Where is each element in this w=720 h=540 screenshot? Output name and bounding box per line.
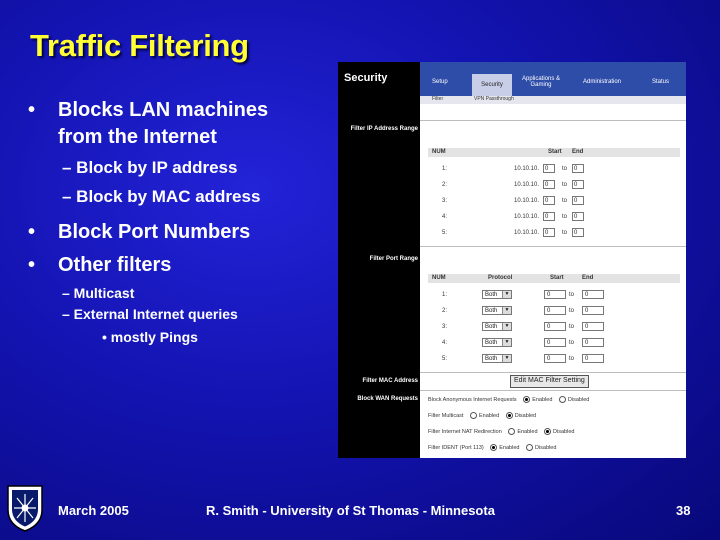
chevron-down-icon: ▼ xyxy=(502,355,511,362)
label-ip-range: Filter IP Address Range xyxy=(350,126,418,132)
chevron-down-icon: ▼ xyxy=(502,323,511,330)
ip-row-to: to xyxy=(562,198,568,204)
port-row-to: to xyxy=(569,340,575,346)
tab-security[interactable]: Security xyxy=(472,74,512,104)
protocol-select[interactable]: Both ▼ xyxy=(482,354,512,363)
port-header-start: Start xyxy=(550,275,564,281)
footer-author: R. Smith - University of St Thomas - Minnesota xyxy=(206,503,495,518)
protocol-select[interactable]: Both ▼ xyxy=(482,322,512,331)
slide: Traffic Filtering • Blocks LAN machines from the Internet – Block by IP address – Block by MAC address • Block Port Numbers • Other filters – Multicast – External Internet queries • mostly Pings Security Setup Security Applications & Gaming Administration Status Filter VPN Passthrough Filter IP Address Range Filter Port Range Filter MAC Address Block WAN Requests NUM Start End 1: 10.10.10. 0 to 0 2: 10.10.10. 0 to 0 3: 10.10.10. 0 to 0 4: 10.10.10. 0 to 0 5: 10.10.10. 0 to 0 NUM Protocol Start End 1: Both ▼ 0 to 0 2: Both ▼ 0 to 0 3: Both ▼ 0 to 0 4: Both ▼ 0 to 0 5: Both ▼ 0 to 0 Edit MAC Filter Setting Block Anonymous Internet Requests Enabled Disabled Filter Multicast Enabled Disabled Filter Internet NAT Redirection Enabled Disabled Filter IDENT (Port 113) Enabled Disabled March 2005 R. Smith - University of St Thomas - Minnesota 38 xyxy=(0,0,720,540)
ip-row-num: 5: xyxy=(442,230,448,236)
radio-enabled[interactable] xyxy=(523,396,530,403)
ip-header-end: End xyxy=(572,149,584,155)
subbullet-external: – External Internet queries xyxy=(62,306,238,322)
ip-header-num: NUM xyxy=(432,149,446,155)
port-end-input[interactable]: 0 xyxy=(582,306,604,315)
ip-start-input[interactable]: 0 xyxy=(543,228,555,237)
port-row-num: 5: xyxy=(442,356,448,362)
subbullet-ip: – Block by IP address xyxy=(62,158,238,177)
divider xyxy=(420,120,686,121)
tab-applications-gaming[interactable]: Applications & Gaming xyxy=(521,76,561,88)
ip-start-input[interactable]: 0 xyxy=(543,196,555,205)
port-start-input[interactable]: 0 xyxy=(544,338,566,347)
radio-enabled[interactable] xyxy=(508,428,515,435)
port-header-protocol: Protocol xyxy=(488,275,513,281)
ip-row-num: 4: xyxy=(442,214,448,220)
router-screenshot xyxy=(338,62,686,458)
wan-option-nat-redirection: Filter Internet NAT Redirection Enabled Disabled xyxy=(428,428,575,435)
ip-end-input[interactable]: 0 xyxy=(572,196,584,205)
radio-disabled[interactable] xyxy=(559,396,566,403)
subtab-vpn[interactable]: VPN Passthrough xyxy=(474,96,514,102)
subbullet-pings: • mostly Pings xyxy=(102,329,198,345)
ip-row-prefix: 10.10.10. xyxy=(514,214,540,220)
ip-row-to: to xyxy=(562,166,568,172)
tab-status[interactable]: Status xyxy=(652,79,670,85)
port-end-input[interactable]: 0 xyxy=(582,322,604,331)
chevron-down-icon: ▼ xyxy=(502,339,511,346)
port-start-input[interactable]: 0 xyxy=(544,354,566,363)
divider xyxy=(420,390,686,391)
screenshot-section-title: Security xyxy=(344,72,388,84)
port-start-input[interactable]: 0 xyxy=(544,290,566,299)
ip-row-prefix: 10.10.10. xyxy=(514,230,540,236)
ip-start-input[interactable]: 0 xyxy=(543,180,555,189)
subbullet-multicast: – Multicast xyxy=(62,285,135,301)
tab-setup[interactable]: Setup xyxy=(432,79,448,85)
port-start-input[interactable]: 0 xyxy=(544,306,566,315)
screenshot-subtabbar xyxy=(420,96,686,104)
ip-start-input[interactable]: 0 xyxy=(543,164,555,173)
port-row-to: to xyxy=(569,356,575,362)
page-number: 38 xyxy=(676,503,691,518)
port-row-to: to xyxy=(569,308,575,314)
port-row-num: 1: xyxy=(442,292,448,298)
ip-end-input[interactable]: 0 xyxy=(572,228,584,237)
wan-option-ident: Filter IDENT (Port 113) Enabled Disabled xyxy=(428,444,557,451)
ip-row-to: to xyxy=(562,230,568,236)
ip-header-start: Start xyxy=(548,149,562,155)
port-header-num: NUM xyxy=(432,275,446,281)
port-row-num: 2: xyxy=(442,308,448,314)
label-port-range: Filter Port Range xyxy=(369,256,418,262)
radio-disabled[interactable] xyxy=(544,428,551,435)
port-end-input[interactable]: 0 xyxy=(582,290,604,299)
ip-row-to: to xyxy=(562,214,568,220)
protocol-select[interactable]: Both ▼ xyxy=(482,290,512,299)
label-wan: Block WAN Requests xyxy=(357,396,418,402)
wan-option-anonymous: Block Anonymous Internet Requests Enabled Disabled xyxy=(428,396,590,403)
port-end-input[interactable]: 0 xyxy=(582,338,604,347)
port-end-input[interactable]: 0 xyxy=(582,354,604,363)
edit-mac-filter-button[interactable]: Edit MAC Filter Setting xyxy=(510,375,589,388)
subtab-filter[interactable]: Filter xyxy=(432,96,444,102)
protocol-select[interactable]: Both ▼ xyxy=(482,338,512,347)
ip-row-prefix: 10.10.10. xyxy=(514,182,540,188)
ip-row-prefix: 10.10.10. xyxy=(514,198,540,204)
ip-row-to: to xyxy=(562,182,568,188)
port-row-to: to xyxy=(569,292,575,298)
port-row-to: to xyxy=(569,324,575,330)
port-start-input[interactable]: 0 xyxy=(544,322,566,331)
university-shield-logo xyxy=(6,484,44,532)
radio-enabled[interactable] xyxy=(490,444,497,451)
port-header-end: End xyxy=(582,275,594,281)
subbullet-mac: – Block by MAC address xyxy=(62,187,261,206)
chevron-down-icon: ▼ xyxy=(502,291,511,298)
chevron-down-icon: ▼ xyxy=(502,307,511,314)
radio-disabled[interactable] xyxy=(526,444,533,451)
ip-start-input[interactable]: 0 xyxy=(543,212,555,221)
label-mac: Filter MAC Address xyxy=(362,378,418,384)
radio-disabled[interactable] xyxy=(506,412,513,419)
protocol-select[interactable]: Both ▼ xyxy=(482,306,512,315)
port-row-num: 4: xyxy=(442,340,448,346)
ip-end-input[interactable]: 0 xyxy=(572,180,584,189)
ip-row-prefix: 10.10.10. xyxy=(514,166,540,172)
ip-row-num: 1: xyxy=(442,166,448,172)
divider xyxy=(420,246,686,247)
ip-row-num: 2: xyxy=(442,182,448,188)
divider xyxy=(420,372,686,373)
ip-end-input[interactable]: 0 xyxy=(572,164,584,173)
port-row-num: 3: xyxy=(442,324,448,330)
ip-end-input[interactable]: 0 xyxy=(572,212,584,221)
wan-option-multicast: Filter Multicast Enabled Disabled xyxy=(428,412,537,419)
tab-administration[interactable]: Administration xyxy=(583,79,622,85)
radio-enabled[interactable] xyxy=(470,412,477,419)
footer-date: March 2005 xyxy=(58,503,129,518)
slide-title: Traffic Filtering xyxy=(30,28,249,63)
ip-row-num: 3: xyxy=(442,198,448,204)
